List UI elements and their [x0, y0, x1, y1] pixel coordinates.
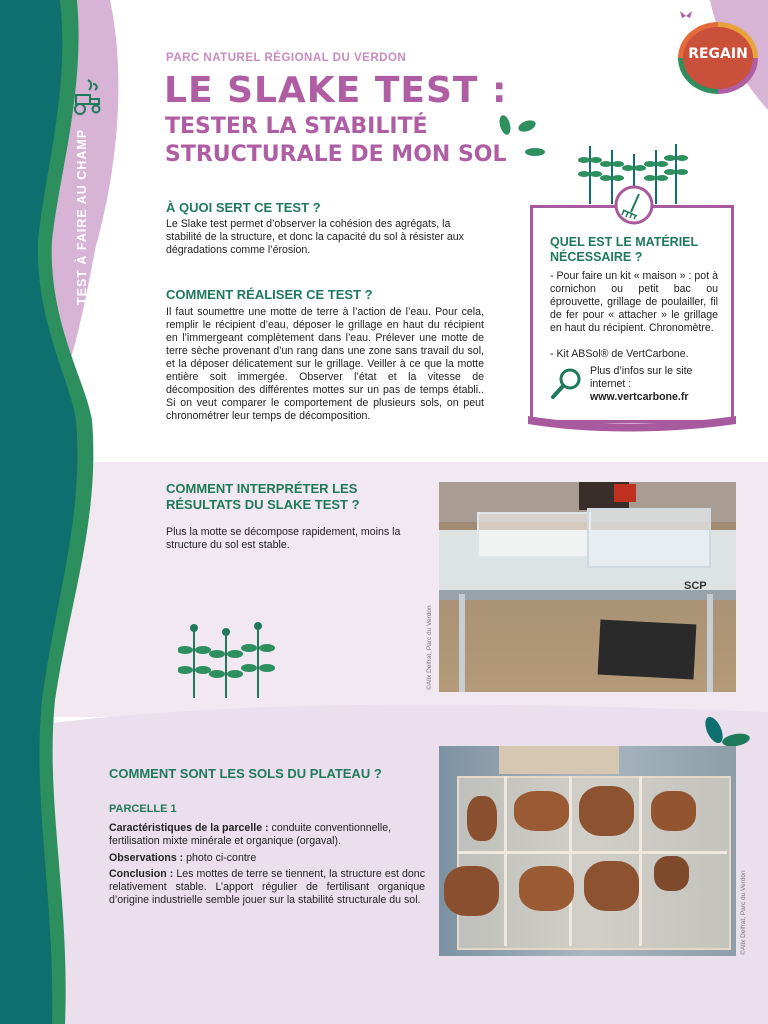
- concl-value: Les mottes de terre se tiennent, la structure est donc relativement stable. L’apport régulier de fertilisant organique d’origine industrielle semble jouer sur la stabilité structurale du sol.: [109, 868, 425, 906]
- section4-title: COMMENT SONT LES SOLS DU PLATEAU ?: [109, 766, 382, 781]
- logo-text: REGAIN: [688, 46, 748, 62]
- sidebar-label: TEST À FAIRE AU CHAMP: [75, 128, 89, 305]
- materials-title: QUEL EST LE MATÉRIEL NÉCESSAIRE ?: [550, 235, 698, 264]
- parcel-observations: [109, 852, 431, 865]
- section3-title: COMMENT INTERPRÉTER LES RÉSULTATS DU SLAKE TEST ?: [166, 481, 360, 512]
- sprouts-icon: [178, 620, 278, 700]
- rake-badge: [613, 184, 655, 226]
- photo1-credit: ©Alix Delfrat, Parc du Verdon: [426, 605, 433, 690]
- obs-label: Observations :: [109, 852, 184, 864]
- more-info-text: Plus d’infos sur le site internet :: [590, 365, 693, 390]
- parcel-conclusion: [109, 868, 425, 907]
- magnifier-icon: [550, 367, 584, 401]
- materials-box: [530, 205, 734, 423]
- page-title: LE SLAKE TEST :: [164, 70, 508, 111]
- vertcarbone-link[interactable]: www.vertcarbone.fr: [590, 391, 689, 403]
- regain-logo: [678, 22, 758, 94]
- leaves-icon: [495, 112, 550, 162]
- photo2-credit: ©Alix Delfrat, Parc du Verdon: [740, 870, 747, 955]
- subtitle-line-2: STRUCTURALE DE MON SOL: [165, 142, 507, 167]
- tractor-icon: [70, 78, 104, 118]
- soil-clods-photo: [439, 746, 736, 956]
- char-value: conduite conventionnelle, fertilisation mixte minérale et organique (orgaval).: [109, 822, 392, 847]
- section1-title: À QUOI SERT CE TEST ?: [166, 200, 321, 215]
- materials-item-1: - Pour faire un kit « maison » : pot à cornichon ou petit bac ou éprouvette, grillage de poulailler, fil de fer pour « attacher » le grillage en haut du récipient. Chronomètre.: [550, 270, 718, 334]
- box-bottom-wave: [528, 410, 736, 432]
- slake-test-field-photo: [439, 482, 736, 692]
- section2-title: COMMENT RÉALISER CE TEST ?: [166, 287, 373, 302]
- section1-body: Le Slake test permet d’observer la cohésion des agrégats, la stabilité de la structure, et donc la capacité du sol à résister aux dégradations comme l’érosion.: [166, 218, 464, 256]
- photo-label: SCP: [684, 580, 707, 592]
- obs-value: photo ci-contre: [183, 852, 257, 864]
- section3-body: Plus la motte se décompose rapidement, moins la structure du sol est stable.: [166, 526, 401, 551]
- subtitle-line-1: TESTER LA STABILITÉ: [165, 114, 428, 139]
- materials-item-2: - Kit ABSol® de VertCarbone.: [550, 348, 689, 360]
- char-label: Caractéristiques de la parcelle :: [109, 822, 269, 834]
- parcel-title: PARCELLE 1: [109, 803, 177, 815]
- org-name: PARC NATUREL RÉGIONAL DU VERDON: [166, 52, 407, 64]
- concl-label: Conclusion :: [109, 868, 174, 880]
- butterfly-icon: [679, 10, 693, 22]
- parcel-characteristics: [109, 822, 431, 848]
- section2-body: Il faut soumettre une motte de terre à l’action de l’eau. Pour cela, remplir le récipient d’eau, déposer le grillage en haut du récipient en l’immergeant complètement dans l’eau. Prélever une motte de terre sèche provenant d’un rang dans une zone sans travail du sol, et la déposer délicatement sur le grillage. Veiller à ce que la motte entière soit immergée. Observer l’état et la vitesse de décomposition des différentes mottes sur un pas de temps établi.. Si on veut comparer le comportement de plusieurs sols, on peut chronométrer leur temps de décomposition.: [166, 306, 484, 422]
